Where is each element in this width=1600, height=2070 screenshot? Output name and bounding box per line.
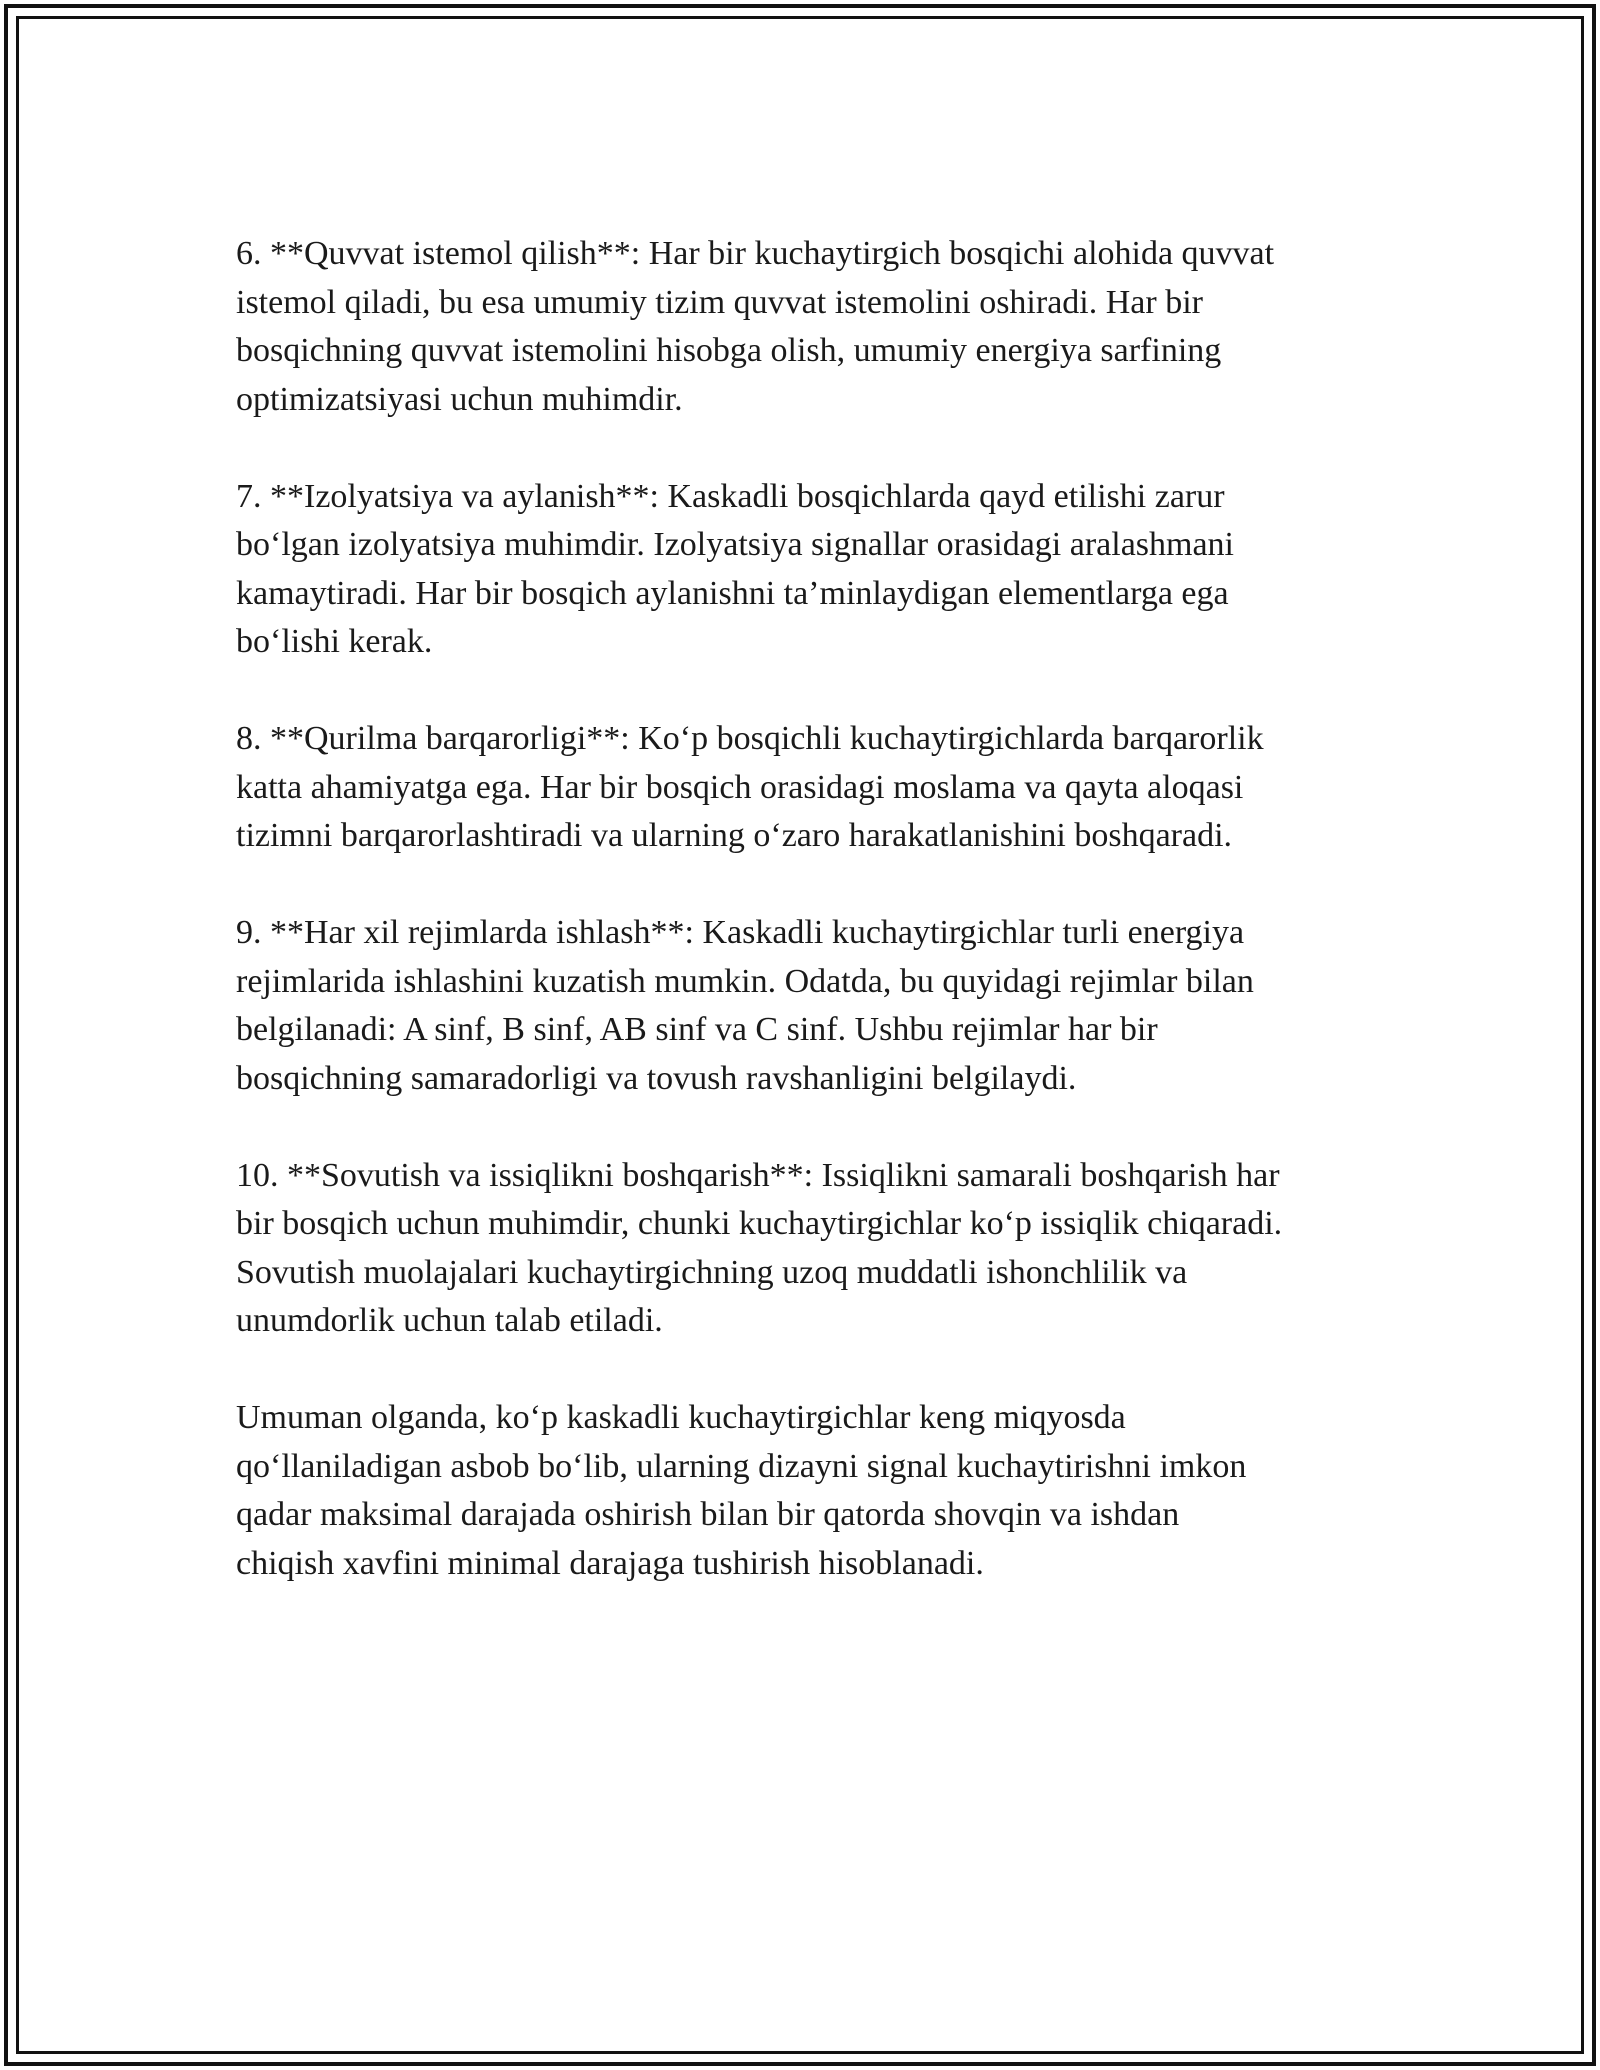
paragraph-isolation: 7. **Izolyatsiya va aylanish**: Kaskadli bosqichlarda qayd etilishi zarur bo‘lgan izolyatsiya muhimdir. Izolyatsiya signallar orasidagi aralashmani kamaytiradi. Har bir bosqich aylanishni ta’minlaydigan elementlarga ega bo‘lishi kerak.: [236, 477, 1235, 660]
paragraph-operating-modes: 9. **Har xil rejimlarda ishlash**: Kaskadli kuchaytirgichlar turli energiya rejimlarida ishlashini kuzatish mumkin. Odatda, bu quyidagi rejimlar bilan belgilanadi: A sinf, B sinf, AB sinf va C sinf. Ushbu rejimlar har bir bosqichning samaradorligi va tovush ravshanligini belgilaydi.: [236, 914, 1254, 1097]
paragraph-power-consumption: 6. **Quvvat istemol qilish**: Har bir kuchaytirgich bosqichi alohida quvvat istemol qiladi, bu esa umumiy tizim quvvat istemolini oshiradi. Har bir bosqichning quvvat istemolini hisobga olish, umumiy energiya sarfining optimizatsiyasi uchun muhimdir.: [236, 235, 1275, 418]
document-body: [236, 230, 1416, 1637]
paragraph-conclusion: Umuman olganda, ko‘p kaskadli kuchaytirgichlar keng miqyosda qo‘llaniladigan asbob bo‘lib, ularning dizayni signal kuchaytirishni imkon qadar maksimal darajada oshirish bilan bir qatorda shovqin va ishdan chiqish xavfini minimal darajaga tushirish hisoblanadi.: [236, 1399, 1247, 1582]
paragraph-cooling: 10. **Sovutish va issiqlikni boshqarish**: Issiqlikni samarali boshqarish har bir bosqich uchun muhimdir, chunki kuchaytirgichlar ko‘p issiqlik chiqaradi. Sovutish muolajalari kuchaytirgichning uzoq muddatli ishonchlilik va unumdorlik uchun talab etiladi.: [236, 1156, 1283, 1339]
paragraph-stability: 8. **Qurilma barqarorligi**: Ko‘p bosqichli kuchaytirgichlarda barqarorlik katta ahamiyatga ega. Har bir bosqich orasidagi moslama va qayta aloqasi tizimni barqarorlashtiradi va ularning o‘zaro harakatlanishini boshqaradi.: [236, 720, 1264, 854]
